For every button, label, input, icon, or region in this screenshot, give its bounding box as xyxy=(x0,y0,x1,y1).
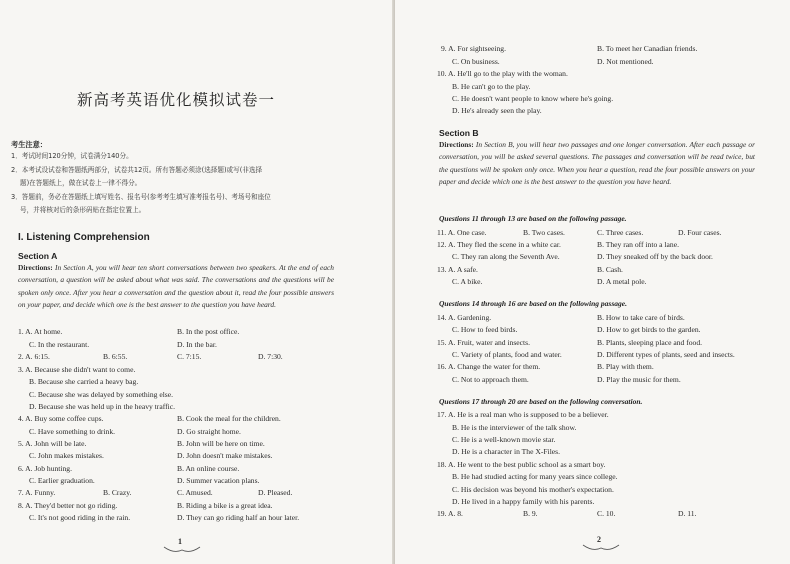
q11-option-b: B. Two cases. xyxy=(523,228,565,237)
q10-option-d: D. He's already seen the play. xyxy=(452,106,542,115)
group-header-14-16: Questions 14 through 16 are based on the following passage. xyxy=(439,299,627,308)
q2-option-d: D. 7:30. xyxy=(258,352,283,361)
q7-option-a: 7. A. Funny. xyxy=(18,488,56,497)
q3-option-c: C. Because she was delayed by something else. xyxy=(29,390,174,399)
q1-option-b: B. In the post office. xyxy=(177,327,240,336)
q13-option-d: D. A metal pole. xyxy=(597,277,647,286)
q15-option-d: D. Different types of plants, seed and insects. xyxy=(597,350,735,359)
q3-option-a: 3. A. Because she didn't want to come. xyxy=(18,365,136,374)
q9-option-c: C. On business. xyxy=(452,57,500,66)
notice-line: 号，并将核对后的条形码贴在指定位置上。 xyxy=(20,206,146,214)
q10-option-c: C. He doesn't want people to know where he's going. xyxy=(452,94,614,103)
q18-option-c: C. His decision was beyond his mother's expectation. xyxy=(452,485,614,494)
page-number: 1 xyxy=(178,537,182,546)
q5-option-d: D. John doesn't make mistakes. xyxy=(177,451,273,460)
q14-option-a: 14. A. Gardening. xyxy=(437,313,492,322)
q1-option-c: C. In the restaurant. xyxy=(29,340,90,349)
q8-option-a: 8. A. They'd better not go riding. xyxy=(18,501,118,510)
q12-option-a: 12. A. They fled the scene in a white car. xyxy=(437,240,561,249)
q6-option-c: C. Earlier graduation. xyxy=(29,476,95,485)
q9-option-d: D. Not mentioned. xyxy=(597,57,654,66)
q12-option-c: C. They ran along the Seventh Ave. xyxy=(452,252,560,261)
directions-label: Directions: xyxy=(18,263,53,272)
q6-option-a: 6. A. Job hunting. xyxy=(18,464,73,473)
q1-option-d: D. In the bar. xyxy=(177,340,217,349)
q5-option-b: B. John will be here on time. xyxy=(177,439,265,448)
q4-option-c: C. Have something to drink. xyxy=(29,427,116,436)
section-a-title: Section A xyxy=(18,251,58,261)
q15-option-c: C. Variety of plants, food and water. xyxy=(452,350,562,359)
q17-option-d: D. He is a character in The X-Files. xyxy=(452,447,561,456)
q16-option-b: B. Play with them. xyxy=(597,362,654,371)
q17-option-c: C. He is a well-known movie star. xyxy=(452,435,556,444)
notice-line: 1．考试时间120分钟，试卷满分140分。 xyxy=(11,152,133,160)
page-ornament-icon xyxy=(581,542,621,552)
q19-option-c: C. 10. xyxy=(597,509,616,518)
directions-text: In Section B, you will hear two passages and one longer conversation. After each passage or conversation, you will be asked several questions. The passages and conversation will be read twice, but the questions will be spoken only once. When you hear a question, read the four possible answers on your paper and decide which one is the best answer to the question you have heard. xyxy=(439,140,755,187)
q16-option-c: C. Not to approach them. xyxy=(452,375,529,384)
notice-line: 题)在答题纸上，做在试卷上一律不得分。 xyxy=(20,179,142,187)
part-title: I. Listening Comprehension xyxy=(18,232,150,243)
notice-line: 2．本考试设试卷和答题纸两部分，试卷共12页。所有答题必须涂(选择题)或写(非选择 xyxy=(11,166,263,174)
q13-option-b: B. Cash. xyxy=(597,265,623,274)
q10-option-b: B. He can't go to the play. xyxy=(452,82,531,91)
section-a-directions xyxy=(18,262,334,312)
q16-option-d: D. Play the music for them. xyxy=(597,375,681,384)
q14-option-b: B. How to take care of birds. xyxy=(597,313,685,322)
q4-option-b: B. Cook the meal for the children. xyxy=(177,414,281,423)
directions-label: Directions: xyxy=(439,140,474,149)
notice-title: 考生注意： xyxy=(11,140,47,149)
q3-option-b: B. Because she carried a heavy bag. xyxy=(29,377,139,386)
q8-option-c: C. It's not good riding in the rain. xyxy=(29,513,131,522)
q7-option-d: D. Pleased. xyxy=(258,488,293,497)
q7-option-c: C. Amused. xyxy=(177,488,213,497)
right-page xyxy=(395,0,790,564)
q14-option-c: C. How to feed birds. xyxy=(452,325,518,334)
q11-option-c: C. Three cases. xyxy=(597,228,644,237)
q18-option-a: 18. A. He went to the best public school as a smart boy. xyxy=(437,460,606,469)
group-header-17-20: Questions 17 through 20 are based on the following conversation. xyxy=(439,397,643,406)
q15-option-a: 15. A. Fruit, water and insects. xyxy=(437,338,531,347)
q2-option-b: B. 6:55. xyxy=(103,352,128,361)
q8-option-d: D. They can go riding half an hour later. xyxy=(177,513,300,522)
section-b-directions xyxy=(439,139,755,189)
group-header-11-13: Questions 11 through 13 are based on the following passage. xyxy=(439,214,627,223)
q11-option-a: 11. A. One case. xyxy=(437,228,487,237)
q19-option-d: D. 11. xyxy=(678,509,697,518)
q7-option-b: B. Crazy. xyxy=(103,488,132,497)
q18-option-d: D. He lived in a happy family with his parents. xyxy=(452,497,595,506)
exam-title: 新高考英语优化模拟试卷一 xyxy=(77,91,276,109)
q19-option-a: 19. A. 8. xyxy=(437,509,463,518)
q12-option-b: B. They ran off into a lane. xyxy=(597,240,679,249)
q9-option-b: B. To meet her Canadian friends. xyxy=(597,44,698,53)
q6-option-b: B. An online course. xyxy=(177,464,240,473)
q18-option-b: B. He had studied acting for many years since college. xyxy=(452,472,618,481)
q4-option-a: 4. A. Buy some coffee cups. xyxy=(18,414,104,423)
q12-option-d: D. They sneaked off by the back door. xyxy=(597,252,713,261)
q4-option-d: D. Go straight home. xyxy=(177,427,241,436)
q5-option-c: C. John makes mistakes. xyxy=(29,451,104,460)
q3-option-d: D. Because she was held up in the heavy traffic. xyxy=(29,402,175,411)
q1-option-a: 1. A. At home. xyxy=(18,327,63,336)
q10-option-a: 10. A. He'll go to the play with the woman. xyxy=(437,69,568,78)
q8-option-b: B. Riding a bike is a great idea. xyxy=(177,501,273,510)
q16-option-a: 16. A. Change the water for them. xyxy=(437,362,541,371)
q14-option-d: D. How to get birds to the garden. xyxy=(597,325,701,334)
q2-option-a: 2. A. 6:15. xyxy=(18,352,50,361)
section-b-title: Section B xyxy=(439,128,479,138)
q15-option-b: B. Plants, sleeping place and food. xyxy=(597,338,703,347)
page-number: 2 xyxy=(597,535,601,544)
q2-option-c: C. 7:15. xyxy=(177,352,202,361)
q13-option-a: 13. A. A safe. xyxy=(437,265,478,274)
directions-text: In Section A, you will hear ten short conversations between two speakers. At the end of each conversation, a question will be asked about what was said. The conversations and the questions will be spoken only once. After you hear a conversation and the question about it, read the four possible answers on your paper, and decide which one is the best answer to the question you have heard. xyxy=(18,263,334,310)
q17-option-b: B. He is the interviewer of the talk show. xyxy=(452,423,577,432)
q9-option-a: 9. A. For sightseeing. xyxy=(441,44,506,53)
q13-option-c: C. A bike. xyxy=(452,277,483,286)
q11-option-d: D. Four cases. xyxy=(678,228,722,237)
q17-option-a: 17. A. He is a real man who is supposed to be a believer. xyxy=(437,410,609,419)
page-ornament-icon xyxy=(162,544,202,554)
notice-line: 3．答题前，务必在答题纸上填写姓名、报名号(参考考生填写准考报名号)、考场号和座位 xyxy=(11,193,271,201)
q5-option-a: 5. A. John will be late. xyxy=(18,439,87,448)
q6-option-d: D. Summer vacation plans. xyxy=(177,476,260,485)
q19-option-b: B. 9. xyxy=(523,509,538,518)
